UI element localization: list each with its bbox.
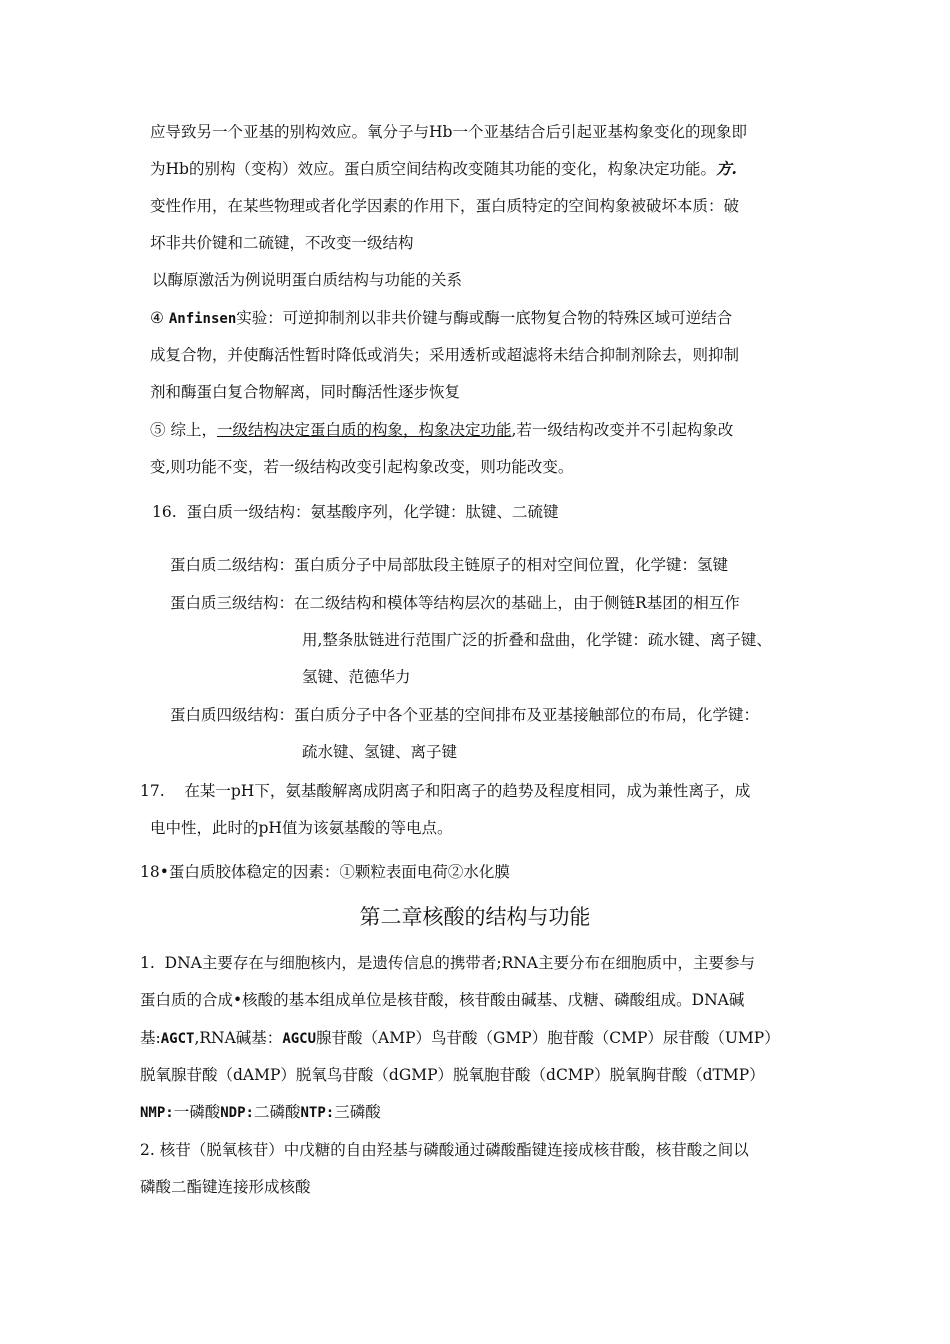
paragraph-line: 磷酸二酯键连接形成核酸 bbox=[140, 1178, 311, 1196]
list-marker: ④ bbox=[150, 309, 164, 327]
secondary-structure: 蛋白质二级结构：蛋白质分子中局部肽段主链原子的相对空间位置，化学键：氢键 bbox=[170, 556, 729, 574]
paragraph-line: 以酶原激活为例说明蛋白质结构与功能的关系 bbox=[152, 271, 463, 289]
paragraph-line: 应导致另一个亚基的别构效应。氧分子与Hb一个亚基结合后引起亚基构象变化的现象即 bbox=[150, 123, 747, 141]
dna-bases: AGCT bbox=[160, 1031, 195, 1047]
paragraph-line: 坏非共价键和二硫键，不改变一级结构 bbox=[150, 234, 414, 252]
list-marker: 2. bbox=[140, 1141, 155, 1159]
text-span: 核苷（脱氧核苷）中戊糖的自由羟基与磷酸通过磷酸酯键连接成核苷酸，核苷酸之间以 bbox=[159, 1141, 749, 1159]
emphasis-mark: 方. bbox=[715, 159, 737, 178]
item-1 bbox=[140, 953, 755, 973]
paragraph-line bbox=[150, 159, 737, 179]
paragraph-line bbox=[140, 1102, 381, 1123]
text-span: 蛋白质分子中各个亚基的空间排布及亚基接触部位的布局，化学键： bbox=[294, 706, 760, 724]
chapter-title: 第二章核酸的结构与功能 bbox=[359, 905, 591, 929]
rna-bases: AGCU bbox=[282, 1031, 317, 1047]
paragraph-line: 疏水键、氢键、离子键 bbox=[302, 743, 458, 761]
paragraph-line: 成复合物，并使酶活性暂时降低或消失；采用透析或超滤将未结合抑制剂除去，则抑制 bbox=[150, 346, 740, 364]
text-span: 基: bbox=[140, 1029, 161, 1047]
paragraph-line: 剂和酶蛋白复合物解离，同时酶活性逐步恢复 bbox=[150, 383, 461, 401]
text-span: 腺苷酸（AMP）鸟苷酸（GMP）胞苷酸（CMP）尿苷酸（UMP） bbox=[316, 1029, 780, 1047]
structure-label: 蛋白质四级结构： bbox=[170, 706, 295, 724]
text-span: 蛋白质一级结构：氨基酸序列，化学键：肽键、二硫键 bbox=[186, 503, 559, 521]
text-span: ,RNA碱基： bbox=[194, 1029, 283, 1047]
text-span: 实验：可逆抑制剂以非共价键与酶或酶一底物复合物的特殊区域可逆结合 bbox=[236, 309, 733, 327]
item-18: 18•蛋白质胶体稳定的因素：①颗粒表面电荷②水化膜 bbox=[140, 863, 510, 881]
structure-label: 蛋白质三级结构： bbox=[170, 594, 295, 612]
text-span: 综上， bbox=[170, 421, 217, 439]
list-marker: 16. bbox=[152, 503, 177, 521]
paragraph-line: 变,则功能不变，若一级结构改变引起构象改变，则功能改变。 bbox=[150, 458, 574, 476]
text-span: 三磷酸 bbox=[334, 1103, 381, 1121]
item-17 bbox=[140, 781, 750, 801]
list-marker: 17. bbox=[140, 782, 165, 800]
text-span: 一磷酸 bbox=[173, 1103, 221, 1121]
paragraph-line bbox=[150, 308, 732, 329]
abbr-ntp: NTP: bbox=[300, 1105, 335, 1121]
paragraph-line: 用,整条肽链进行范围广泛的折叠和盘曲，化学键：疏水键、离子键、 bbox=[302, 631, 772, 649]
text-span: 在二级结构和模体等结构层次的基础上，由于侧链R基团的相互作 bbox=[294, 594, 740, 612]
tertiary-structure bbox=[170, 593, 740, 613]
list-marker: 1. bbox=[140, 954, 155, 972]
paragraph-line bbox=[150, 420, 733, 440]
underlined-text: 一级结构决定蛋白质的构象，构象决定功能 bbox=[216, 421, 512, 439]
text-span: 二磷酸 bbox=[253, 1103, 301, 1121]
paragraph-line bbox=[140, 1028, 780, 1049]
abbr-nmp: NMP: bbox=[140, 1105, 174, 1121]
text-span: 在某一pH下，氨基酸解离成阴离子和阳离子的趋势及程度相同，成为兼性离子，成 bbox=[184, 782, 751, 800]
text-span: DNA主要存在与细胞核内，是遗传信息的携带者;RNA主要分布在细胞质中，主要参与 bbox=[164, 954, 755, 972]
quaternary-structure bbox=[170, 705, 759, 725]
paragraph-line: 变性作用，在某些物理或者化学因素的作用下，蛋白质特定的空间构象被破坏本质：破 bbox=[150, 197, 740, 215]
item-16 bbox=[152, 502, 559, 522]
text-span: ,若一级结构改变并不引起构象改 bbox=[511, 421, 734, 439]
term-anfinsen: Anfinsen bbox=[168, 311, 237, 327]
abbr-ndp: NDP: bbox=[220, 1105, 254, 1121]
paragraph-line: 蛋白质的合成•核酸的基本组成单位是核苷酸，核苷酸由碱基、戊糖、磷酸组成。DNA碱 bbox=[140, 991, 745, 1009]
paragraph-line: 电中性，此时的pH值为该氨基酸的等电点。 bbox=[150, 819, 453, 837]
paragraph-line: 脱氧腺苷酸（dAMP）脱氧鸟苷酸（dGMP）脱氧胞苷酸（dCMP）脱氧胸苷酸（dTMP） bbox=[140, 1066, 765, 1084]
item-2 bbox=[140, 1140, 749, 1160]
list-marker: ⑤ bbox=[150, 421, 166, 439]
paragraph-line: 氢键、范德华力 bbox=[302, 668, 411, 686]
text-span: 为Hb的别构（变构）效应。蛋白质空间结构改变随其功能的变化，构象决定功能。 bbox=[150, 160, 716, 178]
